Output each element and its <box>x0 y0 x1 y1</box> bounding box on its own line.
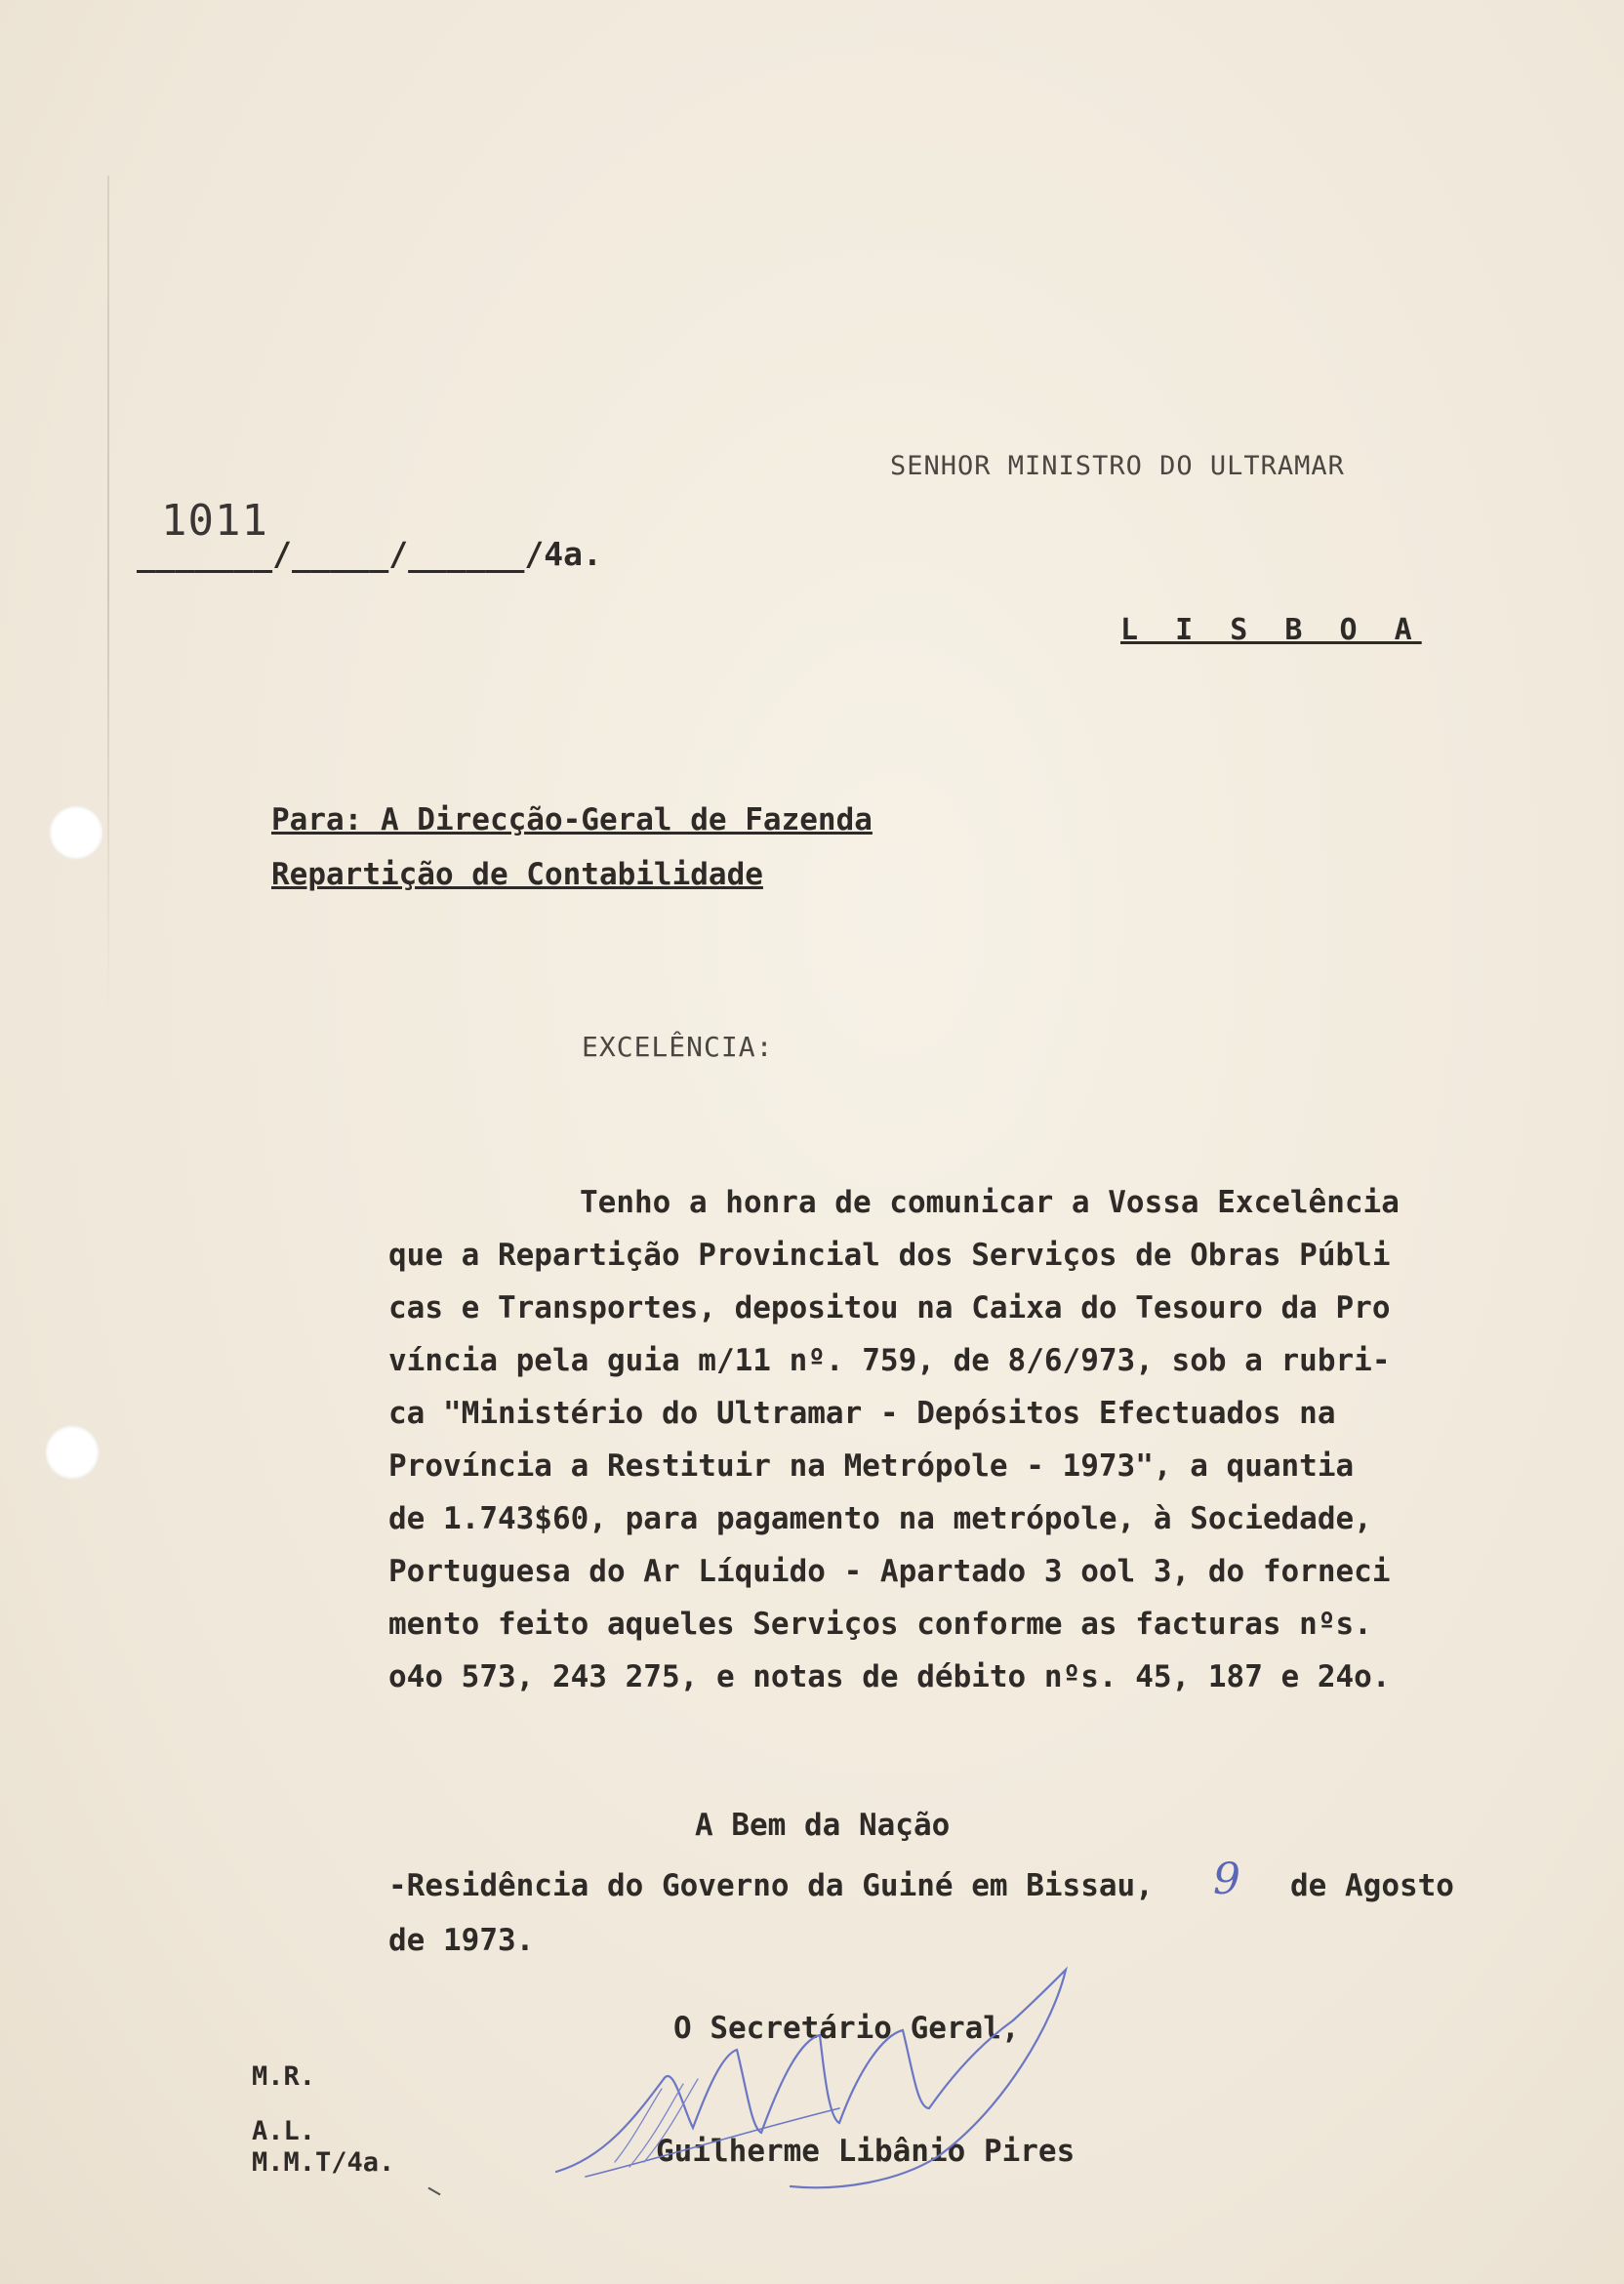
closing-place: -Residência do Governo da Guiné em Bissau, <box>388 1868 1154 1903</box>
punch-hole-top <box>49 805 103 860</box>
reference-number: 1011 <box>161 496 268 546</box>
closing-year: de 1973. <box>388 1923 535 1958</box>
handwritten-signature <box>547 1962 1191 2196</box>
signatory-title: O Secretário Geral, <box>673 2011 1020 2046</box>
reference-blanks: _______/_____/______/4a. <box>137 535 602 573</box>
closing-month: de Agosto <box>1290 1868 1454 1903</box>
initials-mmt: M.M.T/4a. <box>252 2147 395 2178</box>
addressee: SENHOR MINISTRO DO ULTRAMAR <box>890 451 1345 481</box>
handwritten-day: 9 <box>1213 1855 1240 1904</box>
fold-line <box>107 176 109 1015</box>
body-line: Tenho a honra de comunicar a Vossa Excelência <box>580 1185 1400 1220</box>
body-line: víncia pela guia m/11 nº. 759, de 8/6/973, sob a rubri- <box>388 1343 1391 1378</box>
signatory-name: Guilherme Libânio Pires <box>656 2134 1076 2169</box>
initials-mr: M.R. <box>252 2061 316 2092</box>
salutation: EXCELÊNCIA: <box>582 1031 774 1063</box>
body-line: de 1.743$60, para pagamento na metrópole, à Sociedade, <box>388 1501 1372 1536</box>
closing-motto: A Bem da Nação <box>695 1808 951 1843</box>
body-line: que a Repartição Provincial dos Serviços de Obras Públi <box>388 1238 1391 1273</box>
body-line: ca "Ministério do Ultramar - Depósitos Efectuados na <box>388 1396 1336 1431</box>
pen-mark <box>427 2187 440 2196</box>
punch-hole-bottom <box>45 1425 100 1480</box>
body-line: mento feito aqueles Serviços conforme as facturas nºs. <box>388 1607 1372 1642</box>
body-line: o4o 573, 243 275, e notas de débito nºs. 45, 187 e 24o. <box>388 1659 1391 1694</box>
body-line: Portuguesa do Ar Líquido - Apartado 3 ool 3, do forneci <box>388 1554 1391 1589</box>
body-line: cas e Transportes, depositou na Caixa do Tesouro da Pro <box>388 1290 1391 1326</box>
body-line: Província a Restituir na Metrópole - 1973", a quantia <box>388 1448 1355 1484</box>
recipient-line-2: Repartição de Contabilidade <box>271 857 763 892</box>
initials-al: A.L. <box>252 2116 316 2146</box>
city: L I S B O A <box>1120 613 1422 647</box>
recipient-line-1: Para: A Direcção-Geral de Fazenda <box>271 802 873 837</box>
